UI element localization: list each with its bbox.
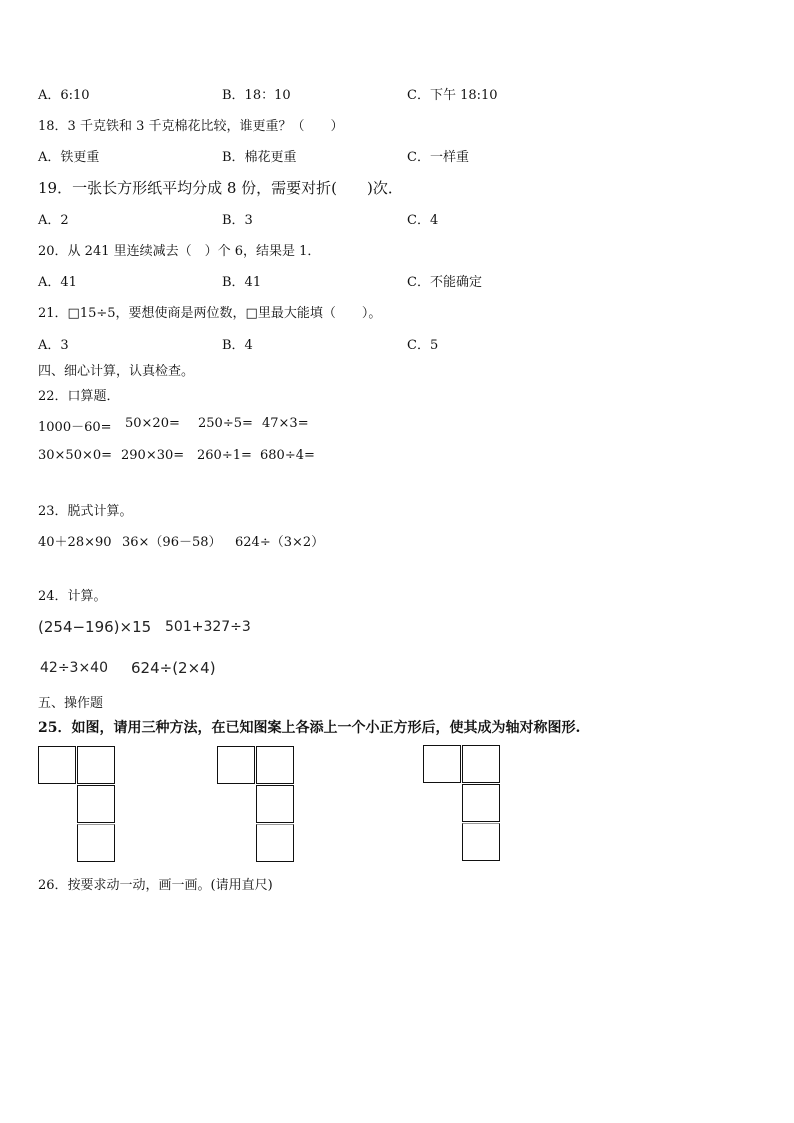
q25-figure-2: [217, 746, 295, 863]
q23-stem: 23．脱式计算。: [38, 504, 133, 519]
q19-option-a: A．2: [38, 213, 69, 228]
figure-square: [77, 785, 115, 823]
q24-item2: 501+327÷3: [165, 619, 251, 635]
q22-stem: 22．口算题．: [38, 389, 120, 404]
figure-square: [462, 745, 500, 783]
q24-item4: 624÷(2×4): [131, 659, 216, 677]
figure-square: [423, 745, 461, 783]
q19-option-b: B．3: [222, 213, 253, 228]
q22-row2-item2: 290×30=: [121, 448, 185, 463]
q18-option-a: A．铁更重: [38, 150, 100, 165]
q22-row2-item3: 260÷1=: [197, 448, 252, 463]
figure-square: [256, 746, 294, 784]
q22-row1-item1: 1000－60=: [38, 420, 112, 435]
q20-option-a: A．41: [38, 275, 77, 290]
q22-row1-item2: 50×20=: [125, 416, 180, 431]
figure-square: [462, 784, 500, 822]
q24-item1: (254−196)×15: [38, 618, 152, 636]
figure-square: [77, 824, 115, 862]
q20-option-c: C．不能确定: [407, 275, 482, 290]
q26-stem: 26．按要求动一动，画一画。(请用直尺): [38, 878, 273, 893]
q21-option-b: B．4: [222, 338, 253, 353]
figure-square: [256, 824, 294, 862]
q22-row2-item4: 680÷4=: [260, 448, 315, 463]
figure-square: [217, 746, 255, 784]
q17-option-a: A．6:10: [38, 88, 90, 103]
q23-item3: 624÷（3×2）: [235, 535, 325, 550]
q22-row1-item4: 47×3=: [262, 416, 309, 431]
section-5-heading: 五、操作题: [38, 696, 104, 711]
q20-stem: 20．从 241 里连续减去（ ）个 6，结果是 1．: [38, 244, 321, 259]
q24-item3: 42÷3×40: [40, 660, 108, 676]
q23-item2: 36×（96－58）: [122, 535, 222, 550]
q21-option-c: C．5: [407, 338, 439, 353]
q21-option-a: A．3: [38, 338, 69, 353]
q24-stem: 24．计算。: [38, 589, 107, 604]
q25-figure-1: [38, 746, 116, 863]
figure-square: [77, 746, 115, 784]
q22-row1-item3: 250÷5=: [198, 416, 253, 431]
q19-option-c: C．4: [407, 213, 439, 228]
q17-option-b: B．18：10: [222, 88, 291, 103]
q17-option-c: C．下午 18:10: [407, 88, 498, 103]
figure-square: [256, 785, 294, 823]
q25-figure-3: [423, 745, 501, 862]
figure-square: [462, 823, 500, 861]
q25-stem: 25．如图，请用三种方法，在已知图案上各添上一个小正方形后，使其成为轴对称图形.: [38, 720, 581, 736]
q18-option-b: B．棉花更重: [222, 150, 297, 165]
q22-row2-item1: 30×50×0=: [38, 448, 113, 463]
q21-stem: 21．□15÷5，要想使商是两位数，□里最大能填（ ）。: [38, 306, 382, 321]
section-4-heading: 四、细心计算，认真检查。: [38, 364, 195, 379]
q18-option-c: C．一样重: [407, 150, 469, 165]
q20-option-b: B．41: [222, 275, 262, 290]
q23-item1: 40＋28×90: [38, 535, 112, 550]
q18-stem: 18．3 千克铁和 3 千克棉花比较，谁更重？（ ）: [38, 119, 344, 134]
q19-stem: 19．一张长方形纸平均分成 8 份，需要对折( )次．: [38, 179, 403, 197]
figure-square: [38, 746, 76, 784]
